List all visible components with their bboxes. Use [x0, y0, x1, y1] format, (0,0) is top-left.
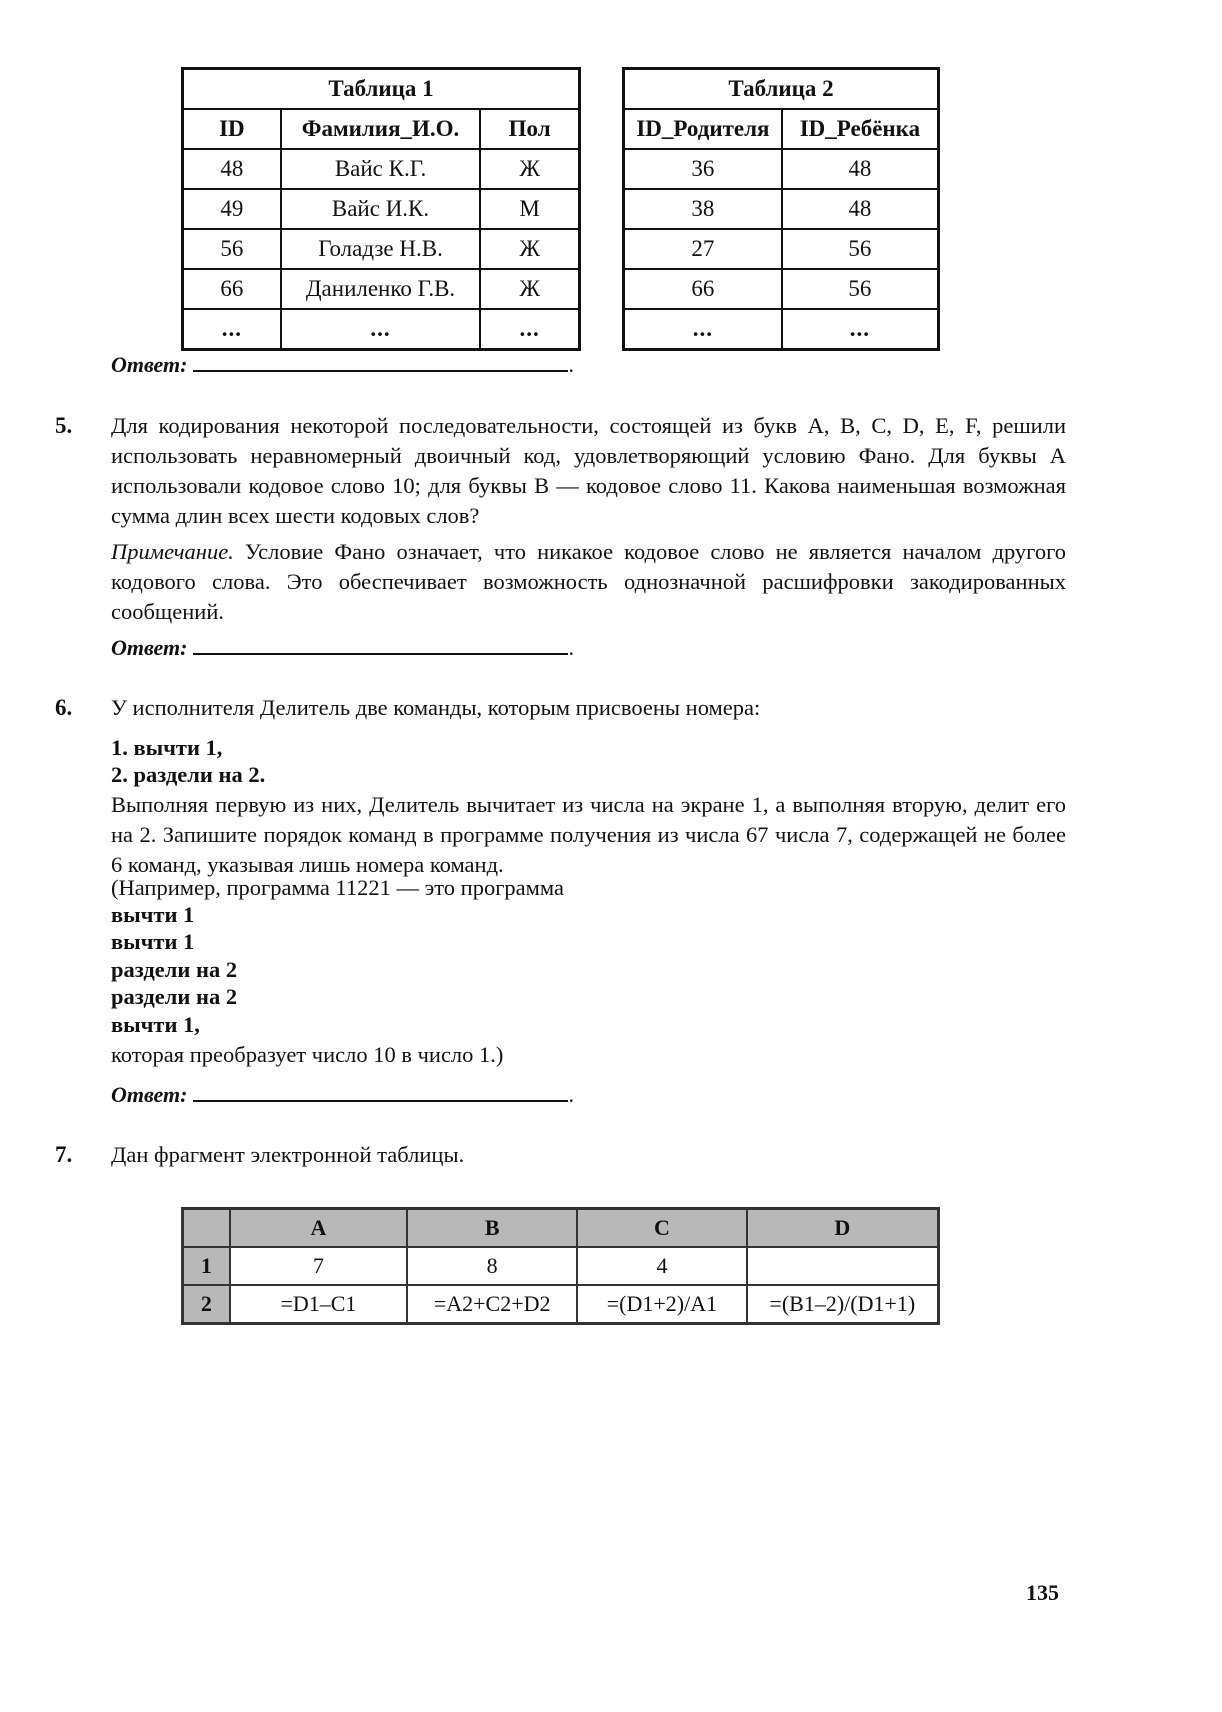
table-cell: 56: [782, 269, 939, 309]
table-cell: 38: [624, 189, 782, 229]
table-2-caption: Таблица 2: [624, 69, 939, 110]
sheet-corner: [183, 1209, 230, 1248]
table-cell: Даниленко Г.В.: [281, 269, 481, 309]
sheet-cell-d1: [747, 1247, 939, 1285]
answer-end: .: [568, 635, 574, 660]
table-cell: 36: [624, 149, 782, 189]
table-cell: 48: [782, 189, 939, 229]
sheet-row-header: 1: [183, 1247, 230, 1285]
answer-label: Ответ:: [111, 1082, 188, 1107]
table-cell: ...: [183, 309, 281, 350]
table-2-header-parent: ID_Родителя: [624, 109, 782, 149]
question-5-text: Для кодирования некоторой последовательности, состоящей из букв А, B, C, D, E, F, решили использовать неравномерный двоичный код, удовлетворяющий условию Фано. Для буквы А использовали кодовое слово 10; для буквы B — кодовое слово 11. Какова наименьшая возможная сумма длин всех шести кодовых слов?: [111, 413, 1066, 528]
sheet-cell-b1: 8: [407, 1247, 577, 1285]
question-5-note: [111, 537, 1066, 627]
sheet-cell-c2: =(D1+2)/A1: [577, 1285, 746, 1324]
table-1: [181, 67, 581, 351]
sheet-cell-a2: =D1–C1: [230, 1285, 407, 1324]
answer-label: Ответ:: [111, 635, 188, 660]
sheet-col-header: C: [577, 1209, 746, 1248]
table-row: [624, 309, 939, 350]
answer-line[interactable]: [193, 633, 568, 655]
table-cell: Вайс К.Г.: [281, 149, 481, 189]
answer-line[interactable]: [193, 350, 568, 372]
table-cell: 49: [183, 189, 281, 229]
question-6-cmd2: 2. раздели на 2.: [111, 762, 266, 787]
question-6-example-line: вычти 1: [111, 929, 195, 954]
table-cell: Ж: [480, 229, 579, 269]
table-cell: М: [480, 189, 579, 229]
question-6-example-line: вычти 1: [111, 902, 195, 927]
answer-line[interactable]: [193, 1080, 568, 1102]
question-6-example-line: раздели на 2: [111, 957, 238, 982]
answer-field-4[interactable]: [111, 350, 574, 378]
note-text: Условие Фано означает, что никакое кодовое слово не является началом другого кодового слова. Это обеспечивает возможность однозначной расшифровки закодированных сообщений.: [111, 539, 1066, 624]
table-cell: ...: [782, 309, 939, 350]
table-cell: ...: [624, 309, 782, 350]
table-2-header-child: ID_Ребёнка: [782, 109, 939, 149]
table-cell: Вайс И.К.: [281, 189, 481, 229]
question-6-cmd1: 1. вычти 1,: [111, 735, 223, 760]
table-1-header-sex: Пол: [480, 109, 579, 149]
table-cell: 27: [624, 229, 782, 269]
answer-label: Ответ:: [111, 352, 188, 377]
sheet-col-header: B: [407, 1209, 577, 1248]
table-row: [183, 1285, 939, 1324]
table-row: [183, 229, 580, 269]
sheet-cell-d2: =(B1–2)/(D1+1): [747, 1285, 939, 1324]
table-cell: 66: [183, 269, 281, 309]
answer-field-5[interactable]: [111, 633, 574, 661]
sheet-cell-c1: 4: [577, 1247, 746, 1285]
table-cell: 66: [624, 269, 782, 309]
table-cell: 56: [782, 229, 939, 269]
table-cell: 56: [183, 229, 281, 269]
sheet-cell-a1: 7: [230, 1247, 407, 1285]
sheet-row-header: 2: [183, 1285, 230, 1324]
question-6-example-line: вычти 1,: [111, 1012, 200, 1037]
table-2: [622, 67, 940, 351]
spreadsheet-fragment: [181, 1207, 940, 1325]
table-row: [183, 1247, 939, 1285]
table-row: [183, 269, 580, 309]
table-row: [624, 189, 939, 229]
question-5-number: 5.: [55, 413, 73, 438]
table-row: [183, 189, 580, 229]
table-row: [183, 149, 580, 189]
table-cell: 48: [183, 149, 281, 189]
answer-field-6[interactable]: [111, 1080, 574, 1108]
table-1-header-id: ID: [183, 109, 281, 149]
question-7-number: 7.: [55, 1142, 73, 1167]
table-row: [624, 149, 939, 189]
table-1-header-name: Фамилия_И.О.: [281, 109, 481, 149]
table-row: [183, 309, 580, 350]
question-6-example-outro: которая преобразует число 10 в число 1.): [111, 1042, 504, 1067]
question-7-text: Дан фрагмент электронной таблицы.: [111, 1142, 465, 1167]
table-row: [624, 229, 939, 269]
table-cell: ...: [281, 309, 481, 350]
table-1-caption: Таблица 1: [183, 69, 580, 110]
table-row: [624, 269, 939, 309]
question-6-example-line: раздели на 2: [111, 984, 238, 1009]
table-cell: Ж: [480, 269, 579, 309]
answer-end: .: [568, 352, 574, 377]
question-6-body: Выполняя первую из них, Делитель вычитает из числа на экране 1, а выполняя вторую, делит его на 2. Запишите порядок команд в программе получения из числа 67 числа 7, содержащей не более 6 команд, указывая лишь номера команд.: [111, 792, 1066, 877]
answer-end: .: [568, 1082, 574, 1107]
question-6-intro: У исполнителя Делитель две команды, которым присвоены номера:: [111, 695, 761, 720]
question-6-number: 6.: [55, 695, 73, 720]
table-cell: ...: [480, 309, 579, 350]
note-label: Примечание.: [111, 539, 234, 564]
question-6-example-intro: (Например, программа 11221 — это программа: [111, 875, 564, 900]
page-number: 135: [1026, 1580, 1059, 1605]
sheet-col-header: A: [230, 1209, 407, 1248]
sheet-cell-b2: =A2+C2+D2: [407, 1285, 577, 1324]
table-cell: 48: [782, 149, 939, 189]
sheet-col-header: D: [747, 1209, 939, 1248]
table-cell: Ж: [480, 149, 579, 189]
table-cell: Голадзе Н.В.: [281, 229, 481, 269]
